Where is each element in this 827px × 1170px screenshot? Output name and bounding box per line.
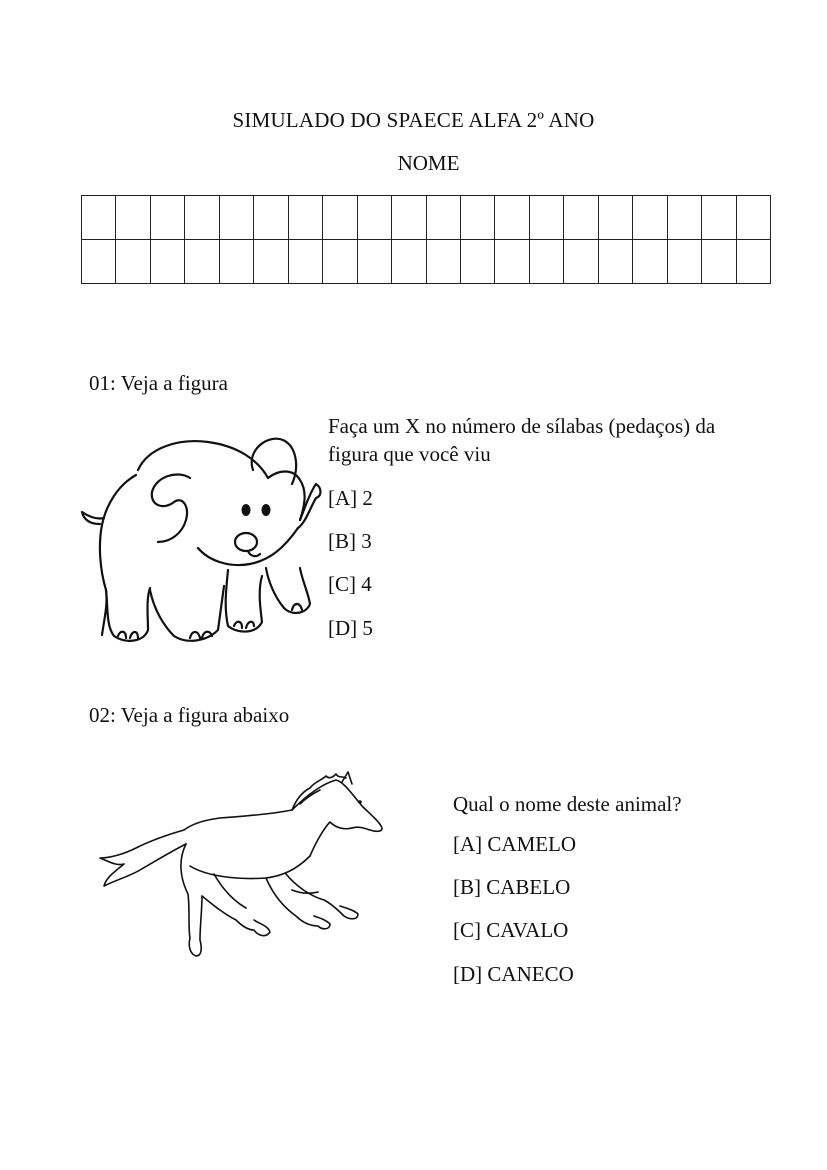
name-letter-box[interactable]: [151, 240, 185, 284]
question-1-option-d[interactable]: [D] 5: [328, 616, 373, 640]
name-letter-box[interactable]: [220, 240, 254, 284]
name-letter-box[interactable]: [427, 240, 461, 284]
name-letter-box[interactable]: [358, 240, 392, 284]
name-letter-box[interactable]: [633, 196, 667, 240]
question-2-option-d[interactable]: [D] CANECO: [453, 962, 574, 986]
question-2-heading: 02: Veja a figura abaixo: [89, 703, 290, 727]
name-letter-box[interactable]: [254, 240, 288, 284]
name-letter-box[interactable]: [82, 196, 116, 240]
name-letter-box[interactable]: [668, 196, 702, 240]
name-letter-box[interactable]: [633, 240, 667, 284]
name-letter-box[interactable]: [116, 196, 150, 240]
question-1-option-c[interactable]: [C] 4: [328, 572, 372, 596]
name-letter-grid[interactable]: [81, 195, 771, 284]
name-letter-box[interactable]: [289, 240, 323, 284]
elephant-icon: [78, 430, 323, 652]
name-letter-box[interactable]: [668, 240, 702, 284]
name-letter-box[interactable]: [461, 240, 495, 284]
name-letter-box[interactable]: [599, 196, 633, 240]
name-letter-box[interactable]: [323, 240, 357, 284]
name-letter-box[interactable]: [254, 196, 288, 240]
question-2-option-c[interactable]: [C] CAVALO: [453, 918, 569, 942]
question-2-option-b[interactable]: [B] CABELO: [453, 875, 571, 899]
name-letter-box[interactable]: [323, 196, 357, 240]
name-letter-box[interactable]: [564, 240, 598, 284]
name-letter-box[interactable]: [702, 240, 736, 284]
name-letter-box[interactable]: [564, 196, 598, 240]
question-1-option-a[interactable]: [A] 2: [328, 486, 373, 510]
name-letter-box[interactable]: [599, 240, 633, 284]
question-2-prompt: Qual o nome deste animal?: [453, 792, 682, 816]
name-letter-box[interactable]: [702, 196, 736, 240]
question-1-heading: 01: Veja a figura: [89, 371, 228, 395]
name-letter-box[interactable]: [151, 196, 185, 240]
name-letter-box[interactable]: [289, 196, 323, 240]
name-letter-box[interactable]: [116, 240, 150, 284]
name-letter-box[interactable]: [530, 196, 564, 240]
name-letter-box[interactable]: [530, 240, 564, 284]
name-letter-box[interactable]: [495, 196, 529, 240]
name-label: NOME: [397, 151, 460, 175]
page-title: SIMULADO DO SPAECE ALFA 2º ANO: [232, 108, 595, 132]
name-letter-box[interactable]: [358, 196, 392, 240]
name-letter-box[interactable]: [495, 240, 529, 284]
question-2-option-a[interactable]: [A] CAMELO: [453, 832, 577, 856]
name-letter-box[interactable]: [461, 196, 495, 240]
name-letter-box[interactable]: [185, 240, 219, 284]
name-letter-box[interactable]: [392, 240, 426, 284]
horse-icon: [96, 770, 388, 965]
name-letter-box[interactable]: [82, 240, 116, 284]
name-letter-box[interactable]: [185, 196, 219, 240]
name-letter-box[interactable]: [427, 196, 461, 240]
name-letter-box[interactable]: [220, 196, 254, 240]
question-1-option-b[interactable]: [B] 3: [328, 529, 372, 553]
name-letter-box[interactable]: [392, 196, 426, 240]
name-letter-box[interactable]: [737, 196, 771, 240]
name-letter-box[interactable]: [737, 240, 771, 284]
question-1-prompt: Faça um X no número de sílabas (pedaços) da figura que você viu: [328, 414, 716, 466]
